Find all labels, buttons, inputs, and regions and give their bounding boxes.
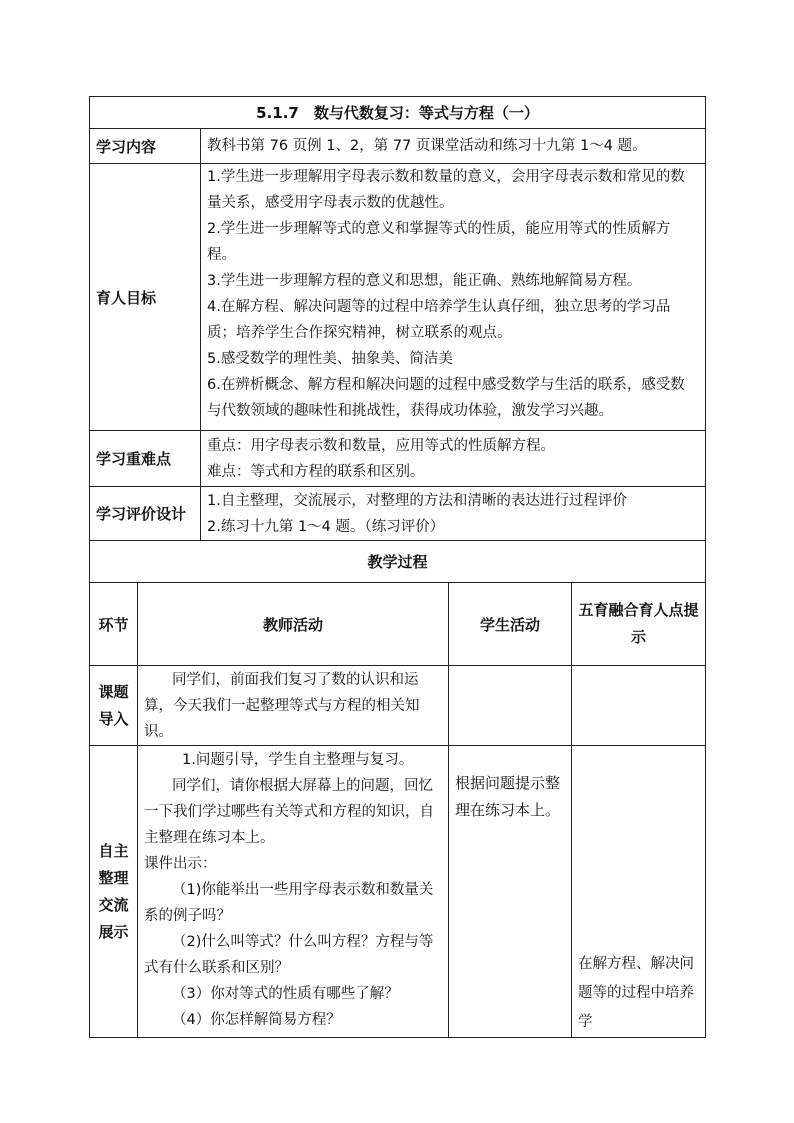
teacher-text: 课件出示： <box>144 856 217 872</box>
teacher-cell <box>138 746 449 1038</box>
keypoints-row <box>90 431 706 487</box>
teacher-text: （1)你能举出一些用字母表示数和数量关系的例子吗？ <box>144 882 434 924</box>
goal-item: 4.在解方程、解决问题等的过程中培养学生认真仔细，独立思考的学习品质；培养学生合作探究精神，树立联系的观点。 <box>207 299 671 341</box>
goal-item: 5.感受数学的理性美、抽象美、简洁美 <box>207 351 453 367</box>
goals-row <box>90 164 706 431</box>
header-teacher: 教师活动 <box>138 583 449 666</box>
content-label: 学习内容 <box>90 129 201 164</box>
teacher-text: 1.问题引导，学生自主整理与复习。 <box>182 752 414 768</box>
header-student: 学生活动 <box>449 583 572 666</box>
keypoints-list <box>201 431 706 487</box>
teacher-text: （4）你怎样解简易方程？ <box>172 1012 341 1028</box>
process-title-row <box>90 541 706 583</box>
evaluation-label: 学习评价设计 <box>90 487 201 541</box>
tip-cell <box>572 666 706 746</box>
evaluation-item: 1.自主整理，交流展示，对整理的方法和清晰的表达进行过程评价 <box>207 492 627 509</box>
goals-list <box>201 164 706 431</box>
teacher-text: （3）你对等式的性质有哪些了解？ <box>172 986 399 1002</box>
student-cell <box>449 666 572 746</box>
student-cell: 根据问题提示整理在练习本上。 <box>449 746 572 1038</box>
process-row <box>90 666 706 746</box>
process-header-row <box>90 583 706 666</box>
lesson-plan-page <box>89 96 705 1038</box>
keypoints-label: 学习重难点 <box>90 431 201 487</box>
keypoint-item: 重点：用字母表示数和数量，应用等式的性质解方程。 <box>207 437 555 454</box>
keypoint-item: 难点：等式和方程的联系和区别。 <box>207 463 425 480</box>
header-tip: 五育融合育人点提示 <box>572 583 706 666</box>
page-title: 5.1.7 数与代数复习：等式与方程（一） <box>90 97 706 129</box>
teacher-text: 同学们，前面我们复习了数的认识和运算，今天我们一起整理等式与方程的相关知识。 <box>144 672 420 740</box>
header-stage: 环节 <box>90 583 138 666</box>
stage-cell: 自主整理交流展示 <box>90 746 138 1038</box>
goal-item: 2.学生进一步理解等式的意义和掌握等式的性质，能应用等式的性质解方程。 <box>207 221 671 263</box>
tip-cell: 在解方程、解决问题等的过程中培养学 <box>572 746 706 1038</box>
evaluation-item: 2.练习十九第 1～4 题。（练习评价） <box>207 518 445 535</box>
goals-label: 育人目标 <box>90 164 201 431</box>
goal-item: 6.在辨析概念、解方程和解决问题的过程中感受数学与生活的联系，感受数与代数领域的趣味性和挑战性，获得成功体验，激发学习兴趣。 <box>207 377 685 419</box>
process-title: 教学过程 <box>90 541 706 583</box>
teacher-text: （2)什么叫等式？什么叫方程？方程与等式有什么联系和区别？ <box>144 934 434 976</box>
lesson-plan-table <box>89 96 706 1038</box>
process-row <box>90 746 706 1038</box>
evaluation-list <box>201 487 706 541</box>
stage-cell: 课题导入 <box>90 666 138 746</box>
content-row <box>90 129 706 164</box>
title-row <box>90 97 706 129</box>
goal-item: 3.学生进一步理解方程的意义和思想，能正确、熟练地解简易方程。 <box>207 273 642 289</box>
teacher-text: 同学们，请你根据大屏幕上的问题，回忆一下我们学过哪些有关等式和方程的知识，自主整理在练习本上。 <box>144 778 434 846</box>
goal-item: 1.学生进一步理解用字母表示数和数量的意义，会用字母表示数和常见的数量关系，感受用字母表示数的优越性。 <box>207 169 685 211</box>
content-text: 教科书第 76 页例 1、2，第 77 页课堂活动和练习十九第 1～4 题。 <box>201 129 706 164</box>
evaluation-row <box>90 487 706 541</box>
teacher-cell <box>138 666 449 746</box>
